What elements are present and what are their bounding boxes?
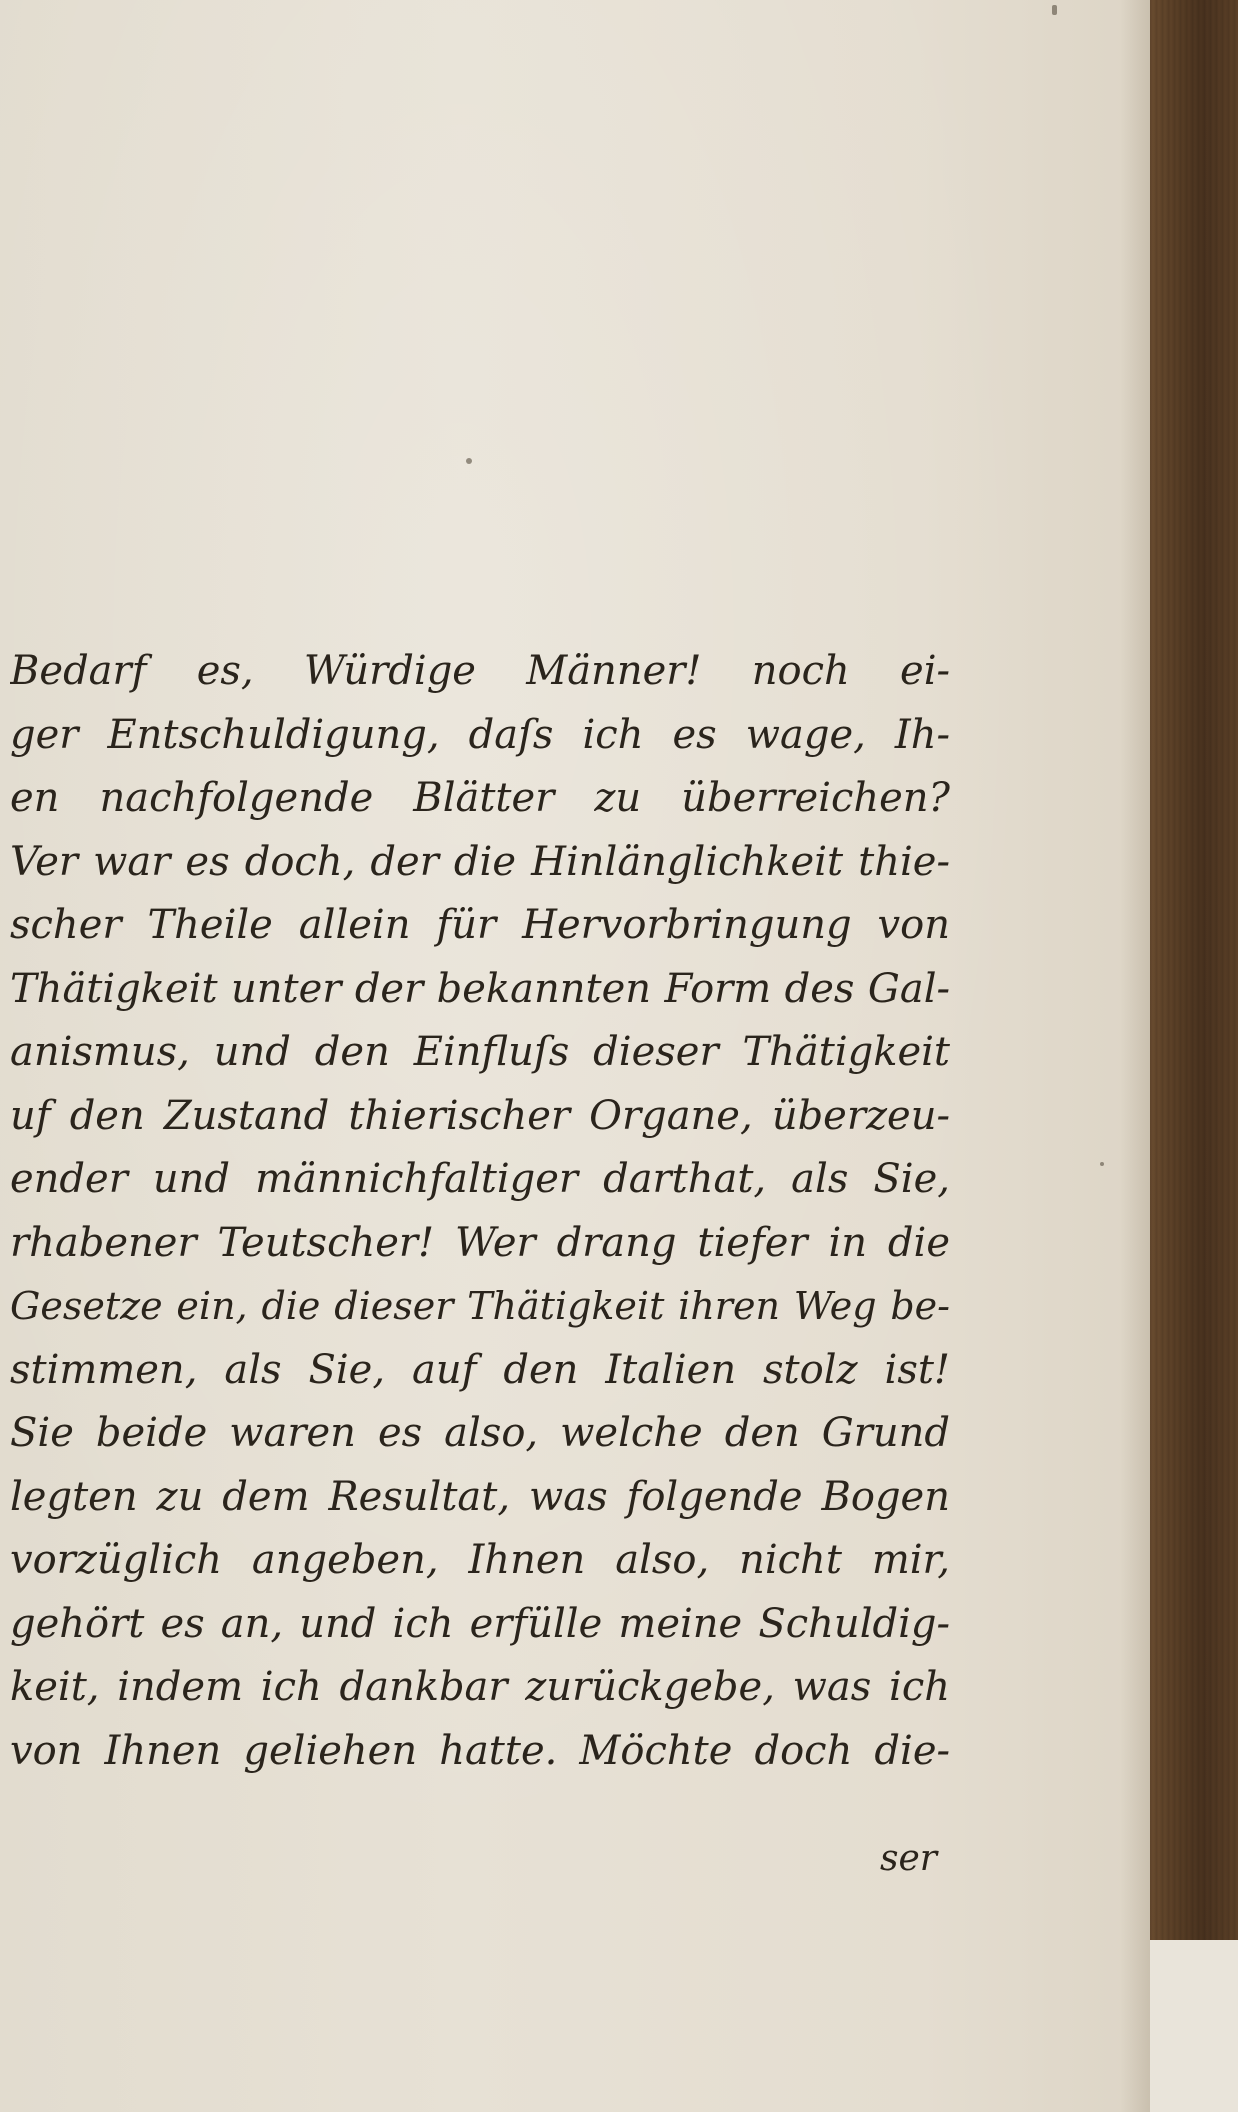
text-line-8: uf den Zustand thierischer Organe, überzeu-: [10, 1092, 950, 1139]
ink-speck: [1100, 1162, 1104, 1166]
text-line-15: vorzüglich angeben, Ihnen also, nicht mir,: [10, 1537, 950, 1583]
text-line-14: legten zu dem Resultat, was folgende Bogen: [10, 1473, 950, 1520]
text-line-16: gehört es an, und ich erfülle meine Schuldig-: [10, 1600, 950, 1647]
ink-speck: [1052, 5, 1057, 15]
text-line-11: Gesetze ein, die dieser Thätigkeit ihren Weg be-: [10, 1284, 950, 1328]
book-spine: [1150, 0, 1238, 1940]
body-text: [10, 640, 950, 1783]
text-line-3: en nachfolgende Blätter zu überreichen?: [10, 775, 950, 821]
catchword: ser: [880, 1838, 937, 1879]
page-edge-shadow: [1120, 0, 1150, 2112]
text-line-18: von Ihnen geliehen hatte. Möchte doch die-: [10, 1727, 950, 1774]
ink-speck: [466, 458, 472, 464]
text-line-5: scher Theile allein für Hervorbringung von: [10, 902, 950, 948]
background-margin: [1150, 1940, 1238, 2112]
text-line-9: ender und männichfaltiger darthat, als Sie,: [10, 1156, 950, 1202]
text-line-17: keit, indem ich dankbar zurückgebe, was ich: [10, 1664, 950, 1710]
text-line-6: Thätigkeit unter der bekannten Form des Gal-: [10, 965, 950, 1012]
text-line-4: Ver war es doch, der die Hinlänglichkeit thie-: [10, 838, 950, 885]
text-line-7: anismus, und den Einfluſs dieser Thätigkeit: [10, 1029, 950, 1075]
text-line-13: Sie beide waren es also, welche den Grund: [10, 1410, 950, 1456]
text-line-2: ger Entschuldigung, daſs ich es wage, Ih-: [10, 711, 950, 758]
text-line-12: stimmen, als Sie, auf den Italien stolz ist!: [10, 1346, 950, 1393]
text-line-10: rhabener Teutscher! Wer drang tiefer in die: [10, 1219, 950, 1266]
text-line-1: Bedarf es, Würdige Männer! noch ei-: [10, 648, 950, 694]
